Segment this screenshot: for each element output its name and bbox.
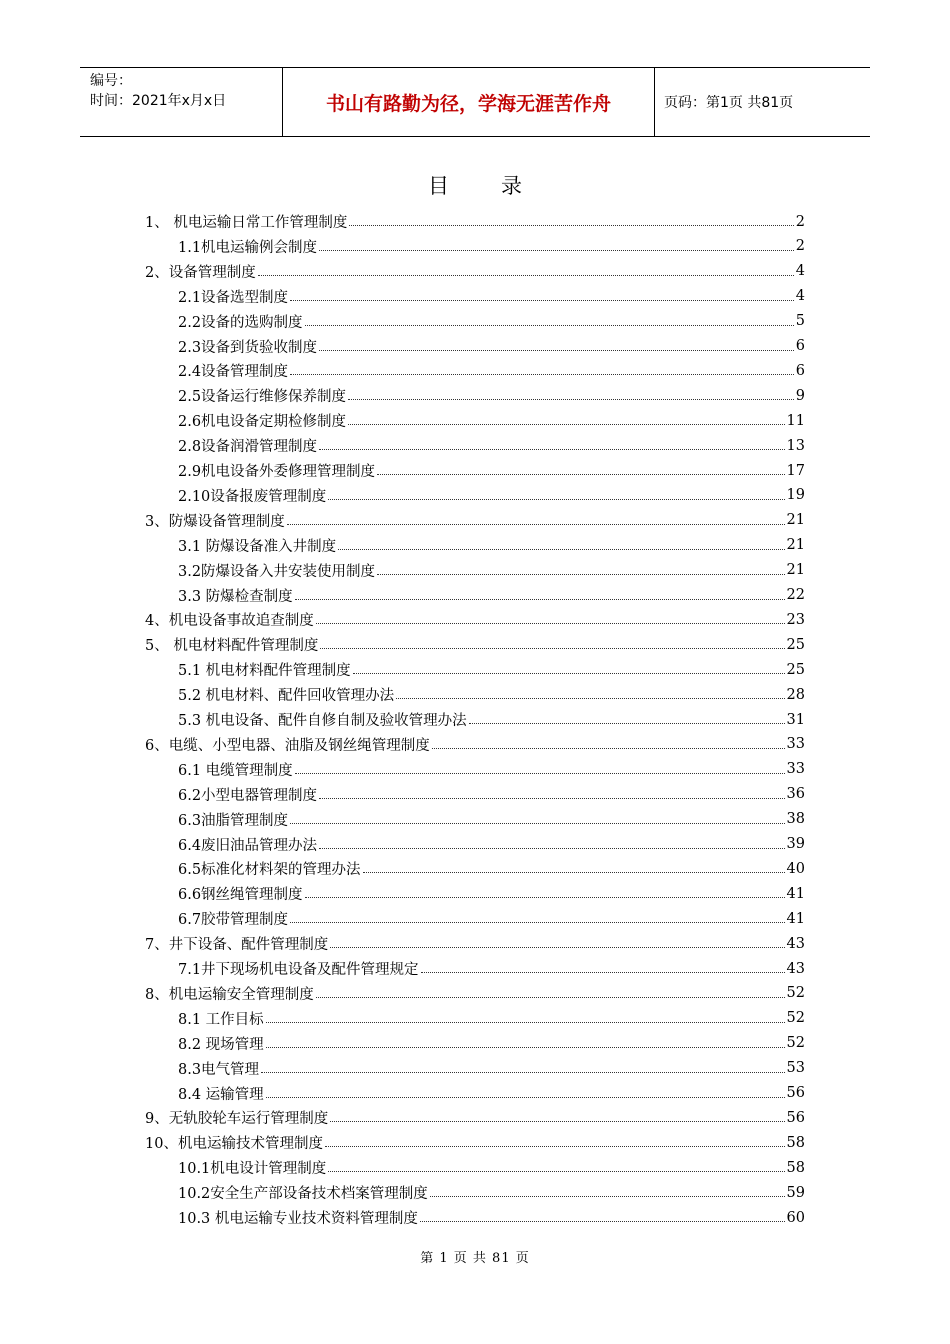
toc-entry[interactable] [178,906,805,931]
toc-entry-label: 2、设备管理制度 [145,264,256,281]
toc-entry-page: 58 [786,1159,805,1176]
toc-leader-dots [290,299,794,301]
toc-leader-dots [421,971,785,973]
toc-leader-dots [420,1220,785,1222]
toc-leader-dots [353,672,785,674]
toc-entry[interactable] [178,707,805,732]
toc-entry-label: 5.3 机电设备、配件自修自制及验收管理办法 [178,713,467,729]
toc-entry-label: 4、机电设备事故追查制度 [145,613,314,630]
toc-entry-page: 17 [786,462,805,479]
toc-entry[interactable] [145,632,805,657]
toc-entry-page: 31 [786,711,805,728]
toc-entry[interactable] [178,334,805,359]
toc-leader-dots [319,249,794,251]
toc-entry[interactable] [178,856,805,881]
toc-entry[interactable] [178,956,805,981]
toc-entry-page: 52 [786,1010,805,1027]
toc-entry-page: 21 [786,537,805,554]
toc-entry-page: 2 [795,238,805,255]
toc-entry-label: 10.1机电设计管理制度 [178,1161,327,1178]
toc-leader-dots [377,473,784,475]
toc-entry[interactable] [178,1155,805,1180]
toc-entry[interactable] [178,1056,805,1081]
toc-leader-dots [305,324,794,326]
toc-leader-dots [319,349,794,351]
toc-entry[interactable] [178,309,805,334]
toc-entry-label: 3.2防爆设备入井安装使用制度 [178,563,376,580]
toc-entry[interactable] [178,1205,805,1230]
toc-entry-page: 41 [786,910,805,927]
toc-entry-label: 6.5标准化材料架的管理办法 [178,862,361,879]
toc-entry-label: 9、无轨胶轮车运行管理制度 [145,1111,329,1128]
toc-entry-page: 36 [786,786,805,803]
toc-entry-label: 6、电缆、小型电器、油脂及钢丝绳管理制度 [145,737,430,754]
toc-entry[interactable] [145,981,805,1006]
toc-entry-label: 2.8设备润滑管理制度 [178,439,318,456]
toc-entry[interactable] [145,607,805,632]
toc-entry-label: 2.5设备运行维修保养制度 [178,389,347,406]
toc-entry-page: 41 [786,885,805,902]
toc-entry-label: 10、机电运输技术管理制度 [145,1136,323,1153]
toc-leader-dots [319,448,784,450]
toc-entry-page: 2 [795,213,805,230]
toc-leader-dots [295,598,785,600]
toc-entry-page: 21 [786,562,805,579]
toc-entry-page: 39 [786,836,805,852]
toc-entry[interactable] [145,732,805,757]
toc-entry-page: 38 [786,811,805,828]
toc-entry-label: 8.4 运输管理 [178,1086,264,1103]
toc-leader-dots [348,398,794,400]
toc-entry-label: 6.4废旧油品管理办法 [178,837,318,854]
toc-entry[interactable] [178,583,805,608]
toc-entry[interactable] [145,1130,805,1155]
toc-entry[interactable] [178,682,805,707]
toc-entry[interactable] [178,657,805,682]
toc-leader-dots [338,548,784,550]
toc-entry[interactable] [178,458,805,483]
toc-entry-page: 11 [786,412,805,429]
toc-entry[interactable] [178,881,805,906]
toc-leader-dots [266,1021,785,1023]
number-label: 编号： [90,73,132,89]
toc-entry-page: 25 [786,636,805,653]
toc-entry-page: 22 [786,587,805,603]
time-label: 时间：2021年x月x日 [90,93,227,109]
toc-entry-label: 7.1井下现场机电设备及配件管理规定 [178,962,419,978]
toc-entry[interactable] [178,558,805,583]
toc-leader-dots [330,946,784,948]
toc-entry[interactable] [145,1105,805,1130]
toc-entry[interactable] [145,259,805,284]
toc-entry-page: 13 [786,437,805,454]
toc-entry-page: 23 [786,611,805,628]
toc-entry-label: 7、井下设备、配件管理制度 [145,937,329,954]
toc-entry[interactable] [178,832,805,857]
toc-entry-page: 59 [786,1184,805,1201]
toc-entry[interactable] [178,383,805,408]
toc-entry[interactable] [178,1081,805,1106]
toc-entry-page: 43 [786,935,805,952]
toc-entry-page: 21 [786,512,805,529]
toc-entry-page: 4 [795,263,805,280]
toc-entry-label: 6.1 电缆管理制度 [178,762,293,779]
toc-leader-dots [266,1096,785,1098]
toc-entry-page: 56 [786,1109,805,1126]
toc-leader-dots [430,1195,785,1197]
toc-entry-page: 9 [795,387,805,404]
toc-leader-dots [469,722,785,724]
toc-entry[interactable] [178,358,805,383]
toc-entry[interactable] [178,533,805,558]
toc-entry-label: 8、机电运输安全管理制度 [145,986,314,1003]
toc-entry-label: 2.3设备到货验收制度 [178,339,318,356]
page-footer: 第 1 页 共 81 页 [420,1251,530,1266]
toc-entry-page: 6 [795,362,805,379]
header-page-code: 页码：第1页 共81页 [664,95,794,111]
toc-leader-dots [316,622,785,624]
toc-entry[interactable] [178,433,805,458]
toc-leader-dots [328,1170,784,1172]
toc-leader-dots [319,847,784,849]
header-info [80,68,282,136]
toc-entry-label: 5、 机电材料配件管理制度 [145,638,319,655]
toc-entry-page: 58 [786,1134,805,1151]
toc-entry-label: 8.3电气管理 [178,1061,260,1078]
toc-entry[interactable] [178,807,805,832]
toc-entry-label: 2.9机电设备外委修理管理制度 [178,464,376,480]
toc-entry-label: 5.2 机电材料、配件回收管理办法 [178,688,395,705]
toc-entry-label: 8.2 现场管理 [178,1036,264,1053]
toc-entry[interactable] [145,931,805,956]
toc-entry[interactable] [178,782,805,807]
toc-entry-page: 52 [786,985,805,1002]
toc-entry-page: 40 [786,860,805,877]
toc-entry[interactable] [178,408,805,433]
toc-entry-page: 52 [786,1035,805,1052]
toc-entry-label: 2.4设备管理制度 [178,364,289,381]
toc-leader-dots [320,647,784,649]
toc-leader-dots [328,498,784,500]
toc-entry-label: 2.2设备的选购制度 [178,314,303,331]
toc-leader-dots [348,423,784,425]
toc-entry[interactable] [178,1006,805,1031]
toc-entry-label: 1.1机电运输例会制度 [178,239,318,256]
toc-entry[interactable] [178,483,805,508]
toc-title: 目录 [428,174,574,198]
toc-leader-dots [316,996,785,998]
toc-entry-label: 2.1设备选型制度 [178,289,289,306]
toc-entry-label: 5.1 机电材料配件管理制度 [178,663,351,680]
toc-entry-label: 2.6机电设备定期检修制度 [178,414,347,431]
toc-entry[interactable] [145,209,805,234]
toc-leader-dots [266,1046,785,1048]
toc-leader-dots [290,373,794,375]
toc-entry-page: 25 [786,661,805,678]
toc-leader-dots [349,224,793,226]
toc-entry-page: 5 [795,313,805,330]
toc-leader-dots [305,896,785,898]
toc-entry[interactable] [178,757,805,782]
toc-entry-page: 53 [786,1060,805,1077]
toc-entry-page: 6 [795,338,805,354]
toc-entry-label: 3、防爆设备管理制度 [145,513,285,530]
toc-leader-dots [319,797,784,799]
toc-entry-label: 3.1 防爆设备准入井制度 [178,538,337,555]
toc-entry-label: 8.1 工作目标 [178,1011,264,1028]
toc-entry[interactable] [178,1031,805,1056]
toc-entry-page: 19 [786,487,805,504]
toc-entry-page: 33 [786,736,805,753]
toc-entry-label: 10.3 机电运输专业技术资料管理制度 [178,1211,418,1227]
toc-entry-label: 10.2安全生产部设备技术档案管理制度 [178,1186,428,1203]
toc-leader-dots [330,1120,784,1122]
header-motto: 书山有路勤为径，学海无涯苦作舟 [282,68,655,136]
toc-leader-dots [258,274,794,276]
toc-entry-label: 6.7胶带管理制度 [178,912,289,929]
toc-leader-dots [432,747,785,749]
toc-entry-page: 56 [786,1085,805,1101]
toc-leader-dots [295,772,785,774]
toc-entry-label: 1、 机电运输日常工作管理制度 [145,215,348,231]
toc-entry-label: 6.6钢丝绳管理制度 [178,887,303,904]
toc-entry-page: 33 [786,761,805,778]
toc-entry-label: 2.10设备报废管理制度 [178,488,327,505]
toc-entry[interactable] [178,1180,805,1205]
toc-entry-label: 3.3 防爆检查制度 [178,588,293,605]
toc-leader-dots [290,921,784,923]
toc-entry-page: 28 [786,686,805,703]
toc-entry-page: 43 [786,960,805,977]
page-header [80,67,870,137]
toc-entry-page: 4 [795,288,805,305]
toc-leader-dots [290,822,784,824]
toc-entry-page: 60 [786,1209,805,1226]
toc-entry[interactable] [178,284,805,309]
toc-leader-dots [261,1071,784,1073]
toc-entry[interactable] [145,508,805,533]
toc-leader-dots [377,573,784,575]
toc-leader-dots [325,1145,785,1147]
toc-entry[interactable] [178,234,805,259]
toc-leader-dots [396,697,784,699]
toc-entry-label: 6.2小型电器管理制度 [178,787,318,804]
toc-leader-dots [287,523,785,525]
toc-entry-label: 6.3油脂管理制度 [178,812,289,829]
toc-leader-dots [363,871,785,873]
